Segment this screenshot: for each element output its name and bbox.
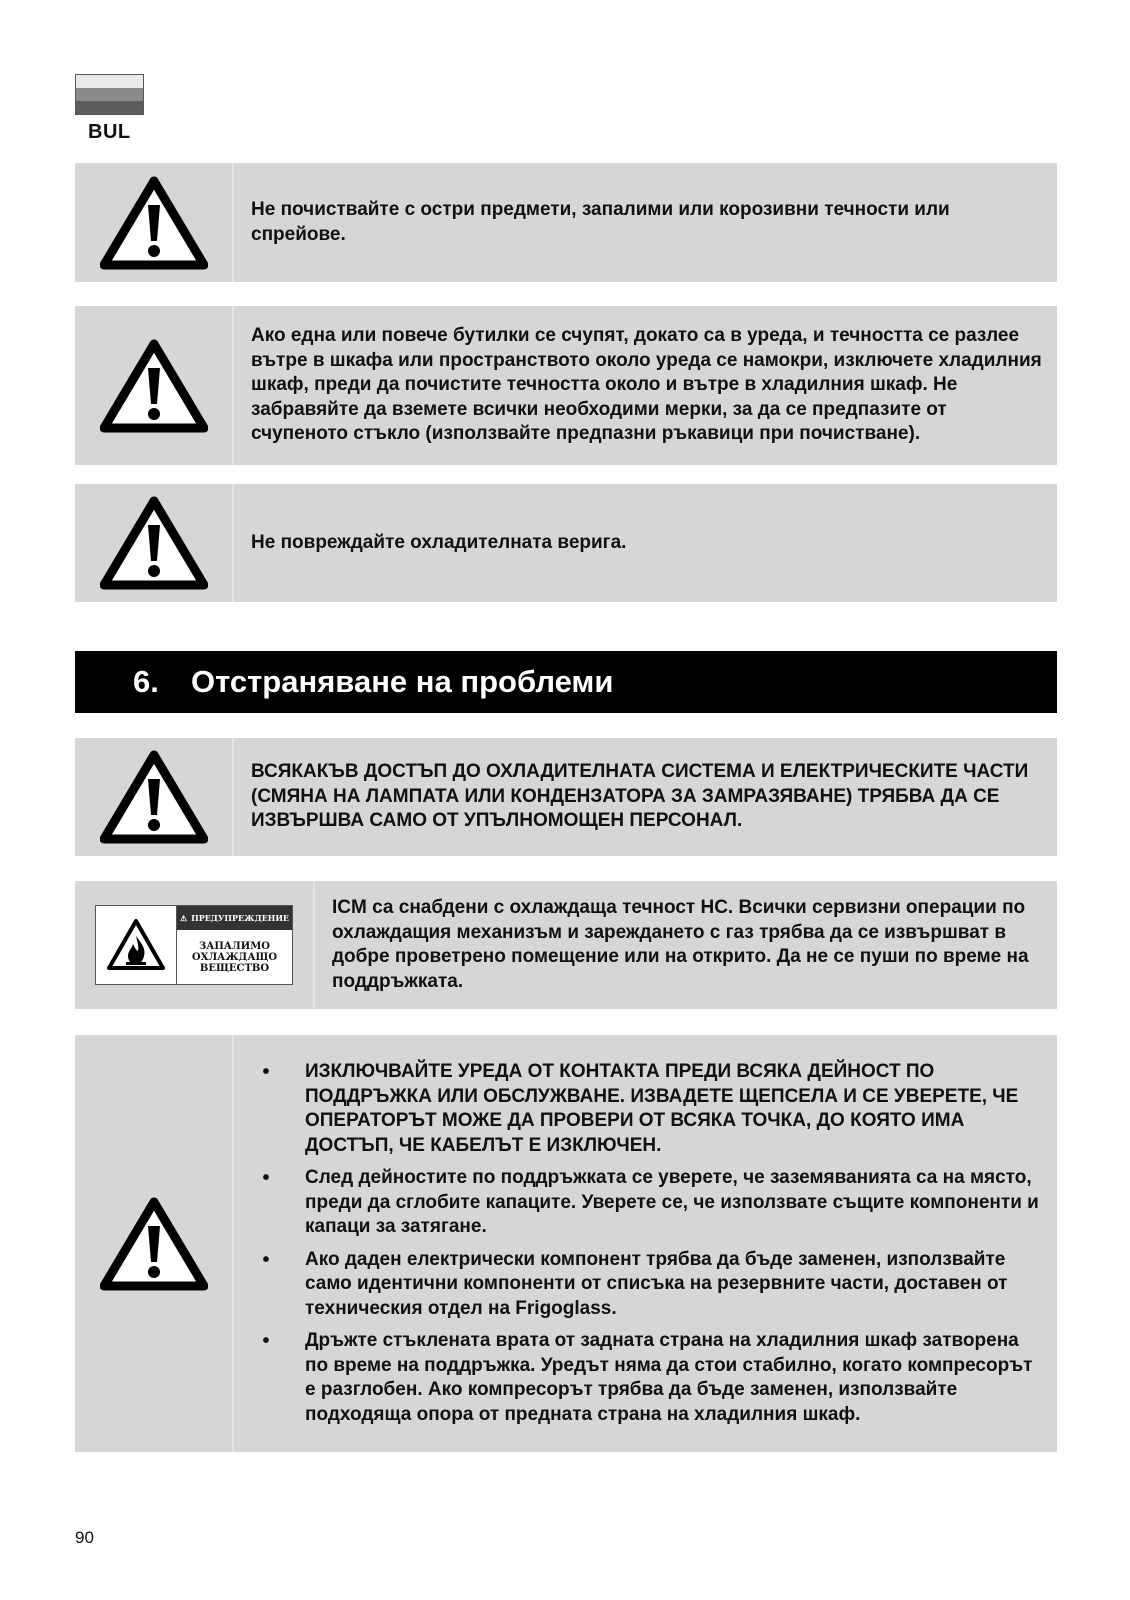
label-line: ЗАПАЛИМО [198,940,270,952]
section-number: 6. [133,664,159,699]
warning-triangle-icon [100,338,208,434]
maintenance-list [256,1060,1043,1427]
list-item: • ИЗКЛЮЧВАЙТЕ УРЕДА ОТ КОНТАКТА ПРЕДИ ВСЯКА ДЕЙНОСТ ПО ПОДДРЪЖКА ИЛИ ОБСЛУЖВАНЕ. ИЗВАДЕТЕ ЩЕПСЕЛА И СЕ УВЕРЕТЕ, ЧЕ ОПЕРАТОРЪТ МОЖЕ ДА ПРОВЕРИ ОТ ВСЯКА ТОЧКА, ДО КОЯТО ИМА ДОСТЪП, ЧЕ КАБЕЛЪТ Е ИЗКЛЮЧЕН. [256,1060,1043,1158]
page-number: 90 [75,1528,94,1547]
flammable-notice-box [75,881,1057,1009]
list-item: • Дръжте стъклената врата от задната страна на хладилния шкаф затворена по време на поддръжка. Уредът няма да стои стабилно, когато компресорът е разглобен. Ако компресорът трябва да бъде заменен, използвайте подходяща опора от предната страна на хладилния шкаф. [256,1329,1043,1427]
warning-box [75,738,1057,856]
list-item: • Ако даден електрически компонент трябва да бъде заменен, използвайте само идентични компоненти от списъка на резервните части, доставен от техническия отдел на Frigoglass. [256,1248,1043,1322]
warning-triangle-icon [100,1196,208,1292]
warning-text: Не почиствайте с остри предмети, запалими или корозивни течности или спрейове. [251,199,950,245]
warning-box [75,163,1057,282]
flammable-refrigerant-label [95,905,293,985]
language-code: BUL [88,121,131,143]
warning-triangle-icon [100,175,208,271]
list-item: • След дейностите по поддръжката се уверете, че заземяванията са на място, преди да сглобите капаците. Уверете се, че използвате същите компоненти и капаци за затягане. [256,1166,1043,1240]
warning-box [75,306,1057,465]
warning-text: ВСЯКАКЪВ ДОСТЪП ДО ОХЛАДИТЕЛНАТА СИСТЕМА И ЕЛЕКТРИЧЕСКИТЕ ЧАСТИ (СМЯНА НА ЛАМПАТА ИЛИ КОНДЕНЗАТОРА ЗА ЗАМРАЗЯВАНЕ) ТРЯБВА ДА СЕ ИЗВЪРШВА САМО ОТ УПЪЛНОМОЩЕН ПЕРСОНАЛ. [251,761,1029,832]
label-line: ОХЛАЖДАЩО [191,951,278,963]
flame-warning-icon [106,918,166,972]
warning-text: Не повреждайте охладителната верига. [251,531,627,553]
section-title: Отстраняване на проблеми [191,664,614,699]
warning-text: Ако една или повече бутилки се счупят, докато са в уреда, и течността се разлее вътре в шкафа или пространството около уреда се намокри, изключете хладилния шкаф, преди да почистите течността около и вътре в хладилния шкаф. Не забравяйте да вземете всички необходими мерки, за да се предпазите от счупеното стъкло (използвайте предпазни ръкавици при почистване). [251,325,1042,445]
bulgarian-flag-icon [75,74,144,115]
label-header: ПРЕДУПРЕЖДЕНИЕ [191,913,290,923]
small-warning-icon: ⚠ [179,913,188,923]
maintenance-warning-box [75,1035,1057,1452]
warning-triangle-icon [100,495,208,591]
label-line: ВЕЩЕСТВО [199,962,270,974]
section-heading [75,651,1057,713]
warning-box [75,484,1057,602]
notice-text: ICM са снабдени с охлаждаща течност HC. Всички сервизни операции по охлаждащия механизъм и зареждането с газ трябва да се извършват в добре проветрено помещение или на открито. Да не се пуши по време на поддръжката. [332,897,1029,992]
warning-triangle-icon [100,749,208,845]
